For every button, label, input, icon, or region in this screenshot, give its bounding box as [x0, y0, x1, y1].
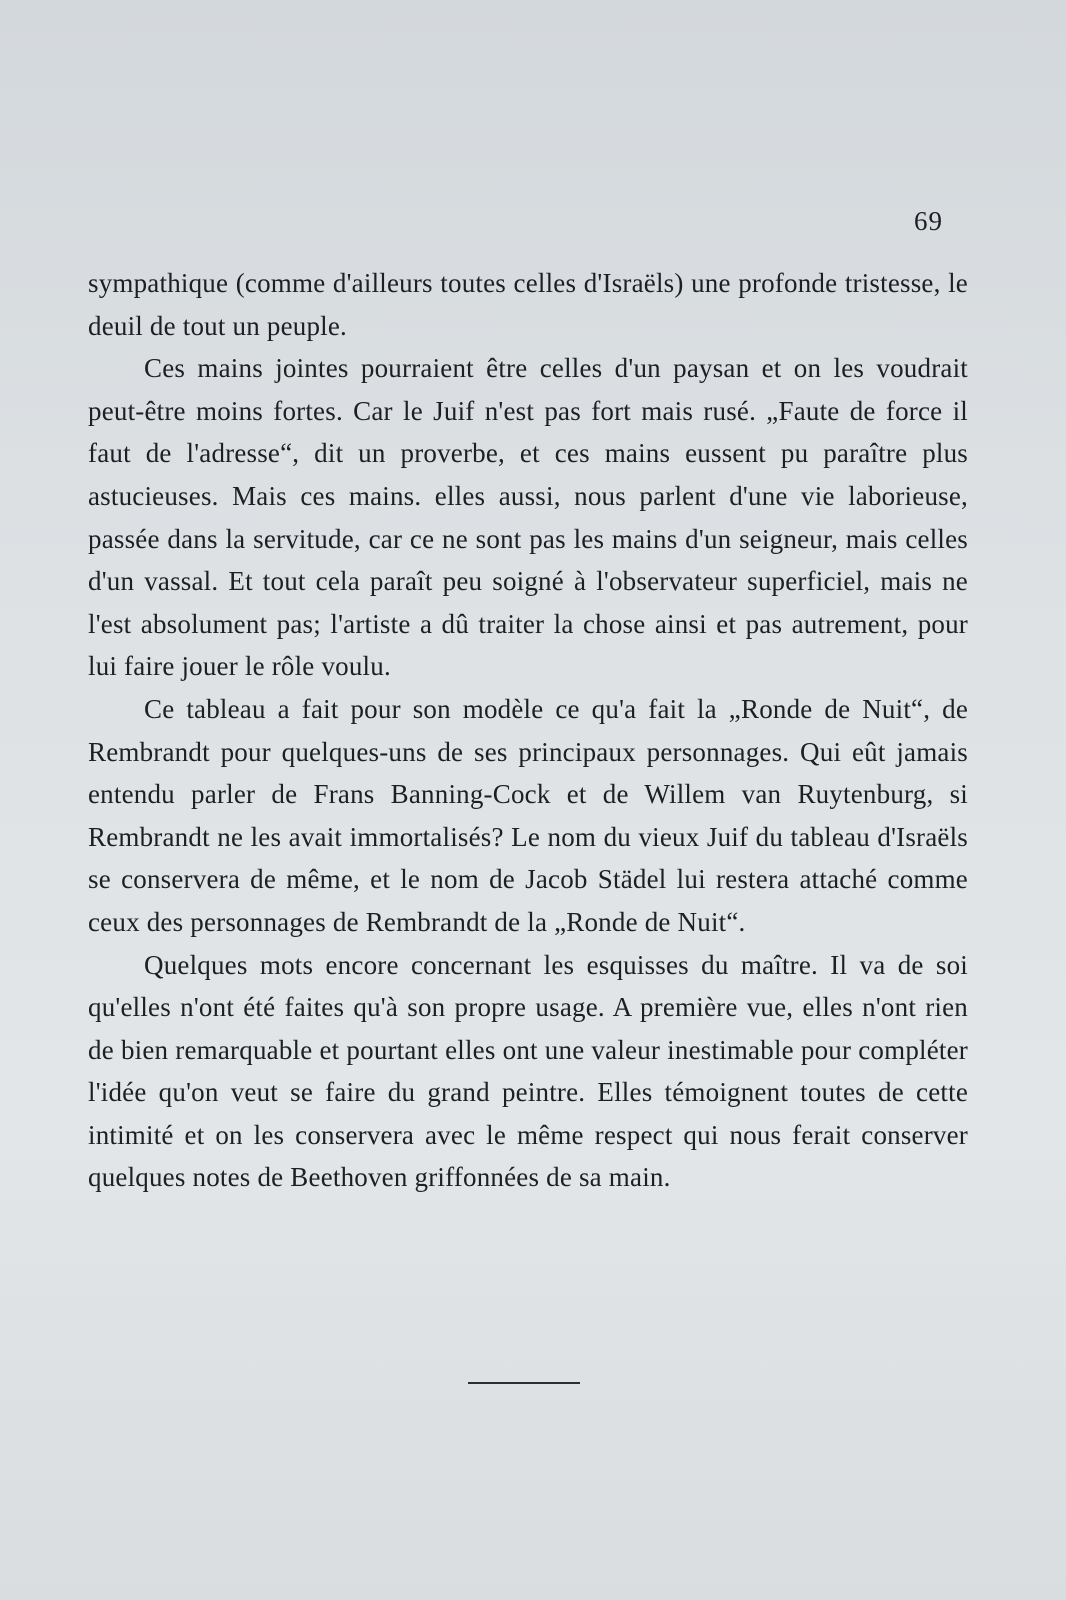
body-text	[88, 262, 968, 1199]
paragraph-3: Ce tableau a fait pour son modèle ce qu'a fait la „Ronde de Nuit“, de Rembrandt pour quelques-uns de ses principaux personnages. Qui eût jamais entendu parler de Frans Banning-Cock et de Willem van Ruytenburg, si Rembrandt ne les avait immortalisés? Le nom du vieux Juif du tableau d'Israëls se conservera de même, et le nom de Jacob Städel lui restera attaché comme ceux des personnages de Rembrandt de la „Ronde de Nuit“.	[88, 693, 968, 937]
paragraph-4: Quelques mots encore concernant les esquisses du maître. Il va de soi qu'elles n'ont été faites qu'à son propre usage. A première vue, elles n'ont rien de bien remarquable et pourtant elles ont une valeur inestimable pour compléter l'idée qu'on veut se faire du grand peintre. Elles témoignent toutes de cette intimité et on les conservera avec le même respect qui nous ferait conserver quelques notes de Beethoven griffonnées de sa main.	[88, 949, 968, 1193]
section-end-rule	[468, 1382, 580, 1384]
paragraph-2: Ces mains jointes pourraient être celles d'un paysan et on les voudrait peut-être moins fortes. Car le Juif n'est pas fort mais rusé. „Faute de force il faut de l'adresse“, dit un proverbe, et ces mains eussent pu paraître plus astucieuses. Mais ces mains. elles aussi, nous parlent d'une vie laborieuse, passée dans la servitude, car ce ne sont pas les mains d'un seigneur, mais celles d'un vassal. Et tout cela paraît peu soigné à l'observateur superficiel, mais ne l'est absolument pas; l'artiste a dû traiter la chose ainsi et pas autrement, pour lui faire jouer le rôle voulu.	[88, 353, 968, 682]
paragraph-1: sympathique (comme d'ailleurs toutes celles d'Israëls) une profonde tristesse, le deuil de tout un peuple.	[88, 268, 968, 341]
page-number: 69	[914, 206, 943, 236]
